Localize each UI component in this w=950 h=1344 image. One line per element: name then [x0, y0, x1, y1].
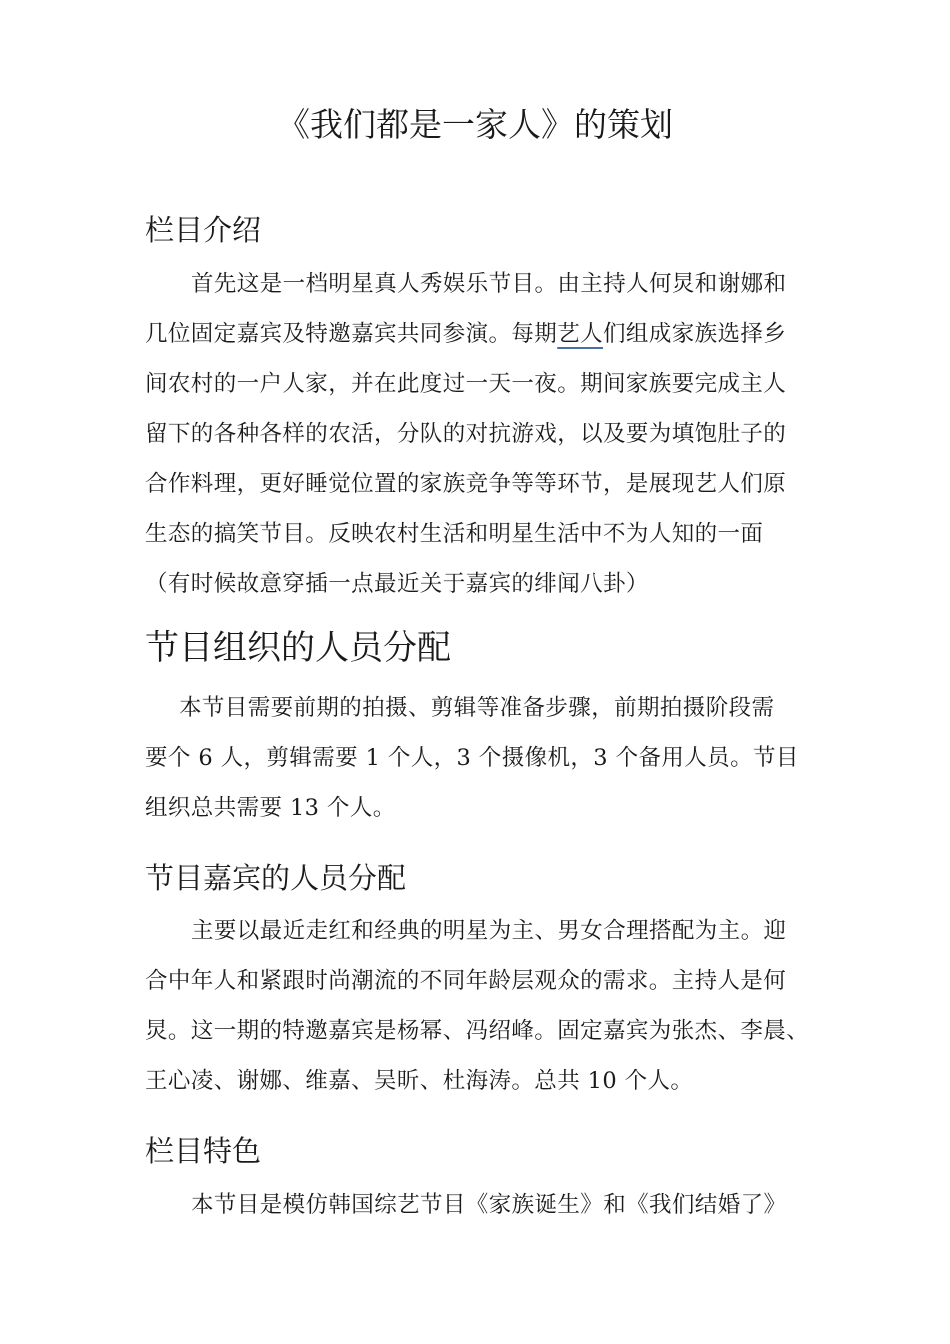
section-heading-features: 栏目特色: [145, 1134, 262, 1168]
paragraph-line: （有时候故意穿插一点最近关于嘉宾的绯闻八卦）: [145, 571, 649, 597]
section-heading-guests: 节目嘉宾的人员分配: [145, 861, 407, 895]
document-title: 《我们都是一家人》的策划: [277, 105, 673, 144]
paragraph-line: 留下的各种各样的农活，分队的对抗游戏，以及要为填饱肚子的: [145, 421, 787, 447]
section-body-guests: [145, 906, 810, 1106]
section-body-intro: [145, 259, 810, 609]
line-segment: 们组成家族选择乡: [603, 321, 787, 347]
section-heading-intro: 栏目介绍: [145, 213, 262, 247]
section-heading-staffing: 节目组织的人员分配: [145, 628, 451, 668]
paragraph-line: 要个 6 人，剪辑需要 1 个人，3 个摄像机，3 个备用人员。节目: [145, 745, 799, 771]
paragraph-line: 生态的搞笑节目。反映农村生活和明星生活中不为人知的一面: [145, 521, 764, 547]
paragraph-line: 合作料理，更好睡觉位置的家族竞争等等环节，是展现艺人们原: [145, 471, 787, 497]
paragraph-line: 王心凌、谢娜、维嘉、吴昕、杜海涛。总共 10 个人。: [145, 1068, 694, 1094]
paragraph-line: 本节目是模仿韩国综艺节目《家族诞生》和《我们结婚了》: [191, 1192, 787, 1218]
paragraph-line: 组织总共需要 13 个人。: [145, 795, 396, 821]
line-segment: 几位固定嘉宾及特邀嘉宾共同参演。每期: [145, 321, 558, 347]
section-body-staffing: [145, 683, 810, 833]
paragraph-line: 本节目需要前期的拍摄、剪辑等准备步骤，前期拍摄阶段需: [179, 695, 775, 721]
paragraph-line: [145, 309, 810, 359]
section-body-features: [145, 1180, 810, 1230]
paragraph-line: 首先这是一档明星真人秀娱乐节目。由主持人何炅和谢娜和: [191, 271, 787, 297]
paragraph-line: 间农村的一户人家，并在此度过一天一夜。期间家族要完成主人: [145, 371, 787, 397]
paragraph-line: 主要以最近走红和经典的明星为主、男女合理搭配为主。迎: [191, 918, 787, 944]
paragraph-line: 合中年人和紧跟时尚潮流的不同年龄层观众的需求。主持人是何: [145, 968, 787, 994]
paragraph-line: 炅。这一期的特邀嘉宾是杨幂、冯绍峰。固定嘉宾为张杰、李晨、: [145, 1018, 810, 1044]
spellcheck-underlined-word: 艺人: [557, 321, 604, 347]
